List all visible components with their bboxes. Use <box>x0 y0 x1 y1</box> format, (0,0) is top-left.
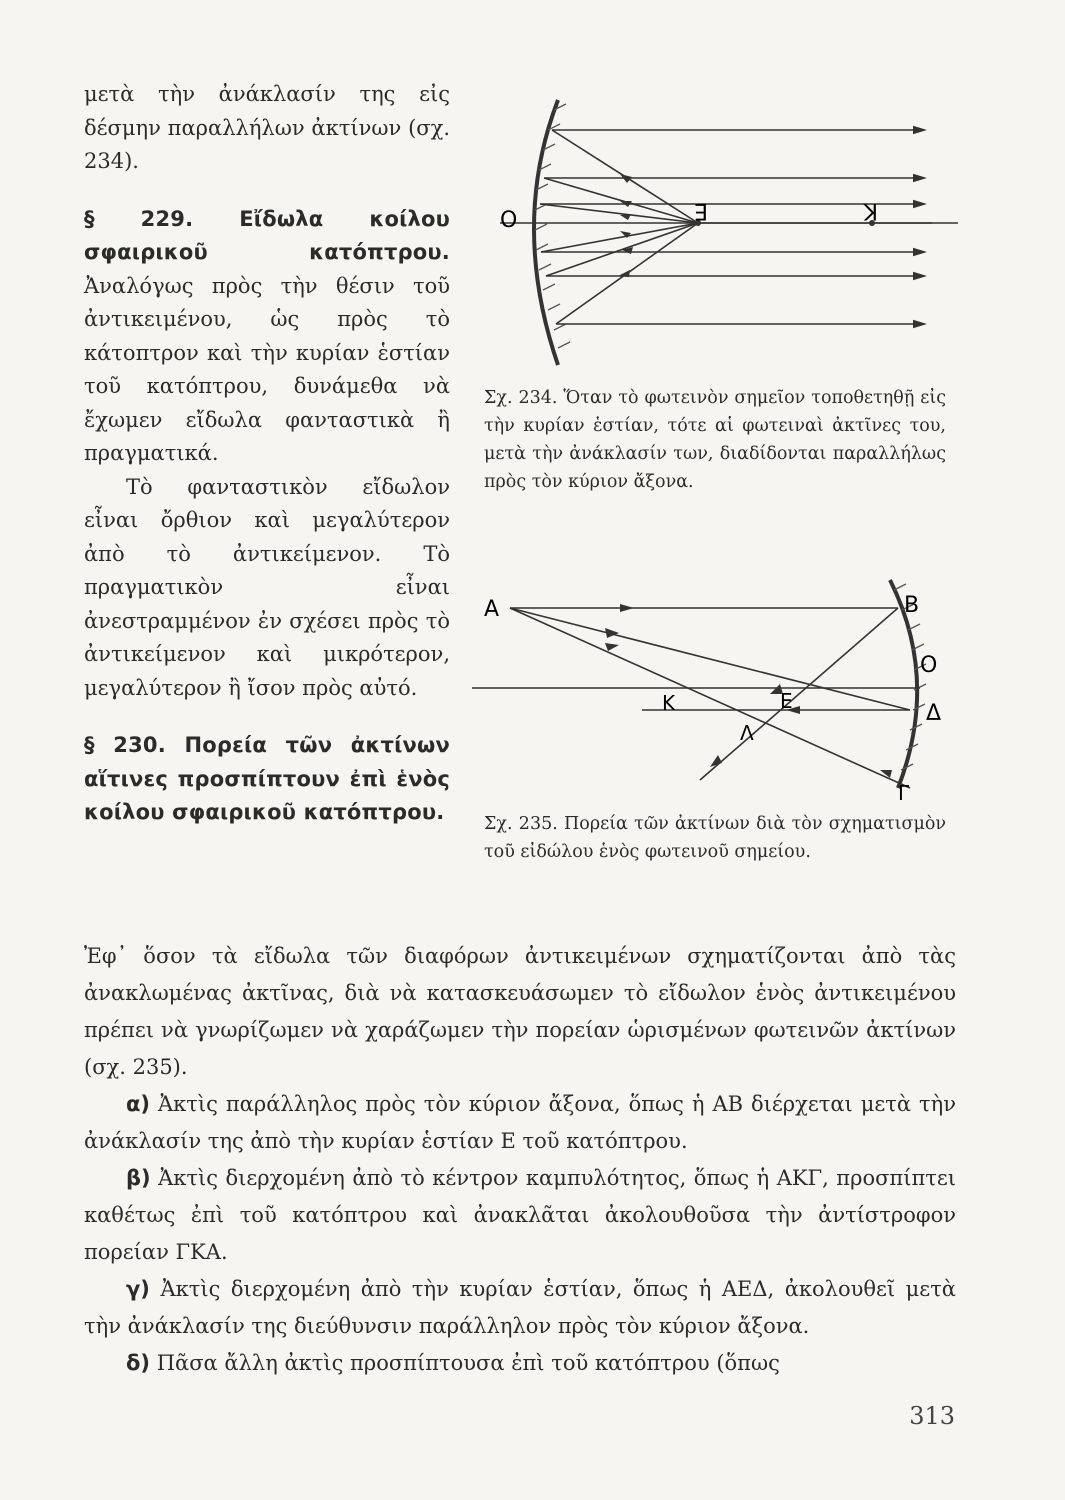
item-b-text: Ἀκτὶς διερχομένη ἀπὸ τὸ κέντρον καμπυλότητος, ὅπως ἡ ΑΚΓ, προσπίπτει καθέτως ἐπὶ τοῦ κατόπτρου καὶ ἀνακλᾶται ἀκολουθοῦσα τὴν ἀντίστροφον πορείαν ΓΚΑ. <box>84 1166 956 1264</box>
incident-arrowheads <box>618 174 633 277</box>
fig235-label-B: B <box>904 593 920 618</box>
section-229 <box>84 203 450 471</box>
fig235-label-O: O <box>920 653 938 678</box>
concave-mirror <box>534 100 558 365</box>
fig235-label-K: K <box>662 691 676 715</box>
section-230-heading: § 230. Πορεία τῶν ἀκτίνων αἵτινες προσπίπτουν ἐπὶ ἑνὸς κοίλου σφαιρικοῦ κατόπτρου. <box>84 733 450 824</box>
figure-235 <box>470 560 960 810</box>
fig234-label-E: E <box>694 198 708 223</box>
item-c <box>84 1271 956 1345</box>
item-c-text: Ἀκτὶς διερχομένη ἀπὸ τὴν κυρίαν ἑστίαν, ὅπως ἡ ΑΕΔ, ἀκολουθεῖ μετὰ τὴν ἀνάκλασίν της διεύθυνσιν παράλληλον πρὸς τὸν κύριον ἄξονα. <box>84 1277 956 1338</box>
item-b-label: β) <box>126 1166 151 1190</box>
left-column <box>84 78 450 830</box>
section-230-text: Ἐφ᾽ ὅσον τὰ εἴδωλα τῶν διαφόρων ἀντικειμένων σχηματίζονται ἀπὸ τὰς ἀνακλωμένας ἀκτῖνας, διὰ νὰ κατασκευάσωμεν τὸ εἴδωλον ἑνὸς ἀντικειμένου πρέπει νὰ γνωρίζωμεν νὰ χαράζωμεν τὴν πορείαν ὡρισμένων φωτεινῶν ἀκτίνων (σχ. 235). <box>84 944 956 1079</box>
fig234-label-K: K <box>863 198 878 223</box>
item-d-text: Πᾶσα ἄλλη ἀκτὶς προσπίπτουσα ἐπὶ τοῦ κατόπτρου (ὅπως <box>156 1351 780 1375</box>
figure-234 <box>470 90 970 380</box>
body-text <box>84 938 956 1382</box>
item-a-text: Ἀκτὶς παράλληλος πρὸς τὸν κύριον ἄξονα, ὅπως ἡ ΑΒ διέρχεται μετὰ τὴν ἀνάκλασίν της ἀπὸ τὴν κυρίαν ἑστίαν Ε τοῦ κατόπτρου. <box>84 1092 956 1153</box>
item-a <box>84 1086 956 1160</box>
fig235-label-L: Λ <box>740 721 754 745</box>
figure-234-caption-text: Σχ. 234. Ὅταν τὸ φωτεινὸν σημεῖον τοποθετηθῇ εἰς τὴν κυρίαν ἑστίαν, τότε αἱ φωτειναὶ ἀκτῖνες του, μετὰ τὴν ἀνάκλασίν των, διαδίδονται παραλλήλως πρὸς τὸν κύριον ἄξονα. <box>484 388 946 492</box>
figure-235-caption <box>484 810 946 866</box>
item-b <box>84 1160 956 1271</box>
section-229-heading: § 229. Εἴδωλα κοίλου σφαιρικοῦ κατόπτρου. <box>84 206 450 264</box>
fig234-label-O: O <box>500 208 518 233</box>
mirror-hatching <box>535 104 570 348</box>
incident-rays <box>540 130 698 324</box>
fig235-label-A: A <box>484 597 500 622</box>
fig235-label-G: Γ <box>898 781 910 805</box>
intro-paragraph: μετὰ τὴν ἀνάκλασίν της εἰς δέσμην παραλλήλων ἀκτίνων (σχ. 234). <box>84 82 450 173</box>
figure-234-caption <box>484 384 946 496</box>
fig235-label-D: Δ <box>926 701 942 726</box>
item-d <box>84 1345 956 1382</box>
item-d-label: δ) <box>126 1351 151 1375</box>
item-c-label: γ) <box>126 1277 150 1301</box>
section-229-text-2: Τὸ φανταστικὸν εἴδωλον εἶναι ὄρθιον καὶ μεγαλύτερον ἀπὸ τὸ ἀντικείμενον. Τὸ πραγματικὸν εἶναι ἀνεστραμμένον ἐν σχέσει πρὸς τὸ ἀντικείμενον καὶ μικρότερον, μεγαλύτερον ἢ ἴσον πρὸς αὐτό. <box>84 474 450 700</box>
page-number: 313 <box>909 1402 955 1430</box>
figure-235-caption-text: Σχ. 235. Πορεία τῶν ἀκτίνων διὰ τὸν σχηματισμὸν τοῦ εἰδώλου ἑνὸς φωτεινοῦ σημείου. <box>484 814 946 862</box>
section-229-text: Ἀναλόγως πρὸς τὴν θέσιν τοῦ ἀντικειμένου, ὡς πρὸς τὸ κάτοπτρον καὶ τὴν κυρίαν ἑστίαν τοῦ κατόπτρου, δυνάμεθα νὰ ἔχωμεν εἴδωλα φανταστικὰ ἢ πραγματικά. <box>84 273 450 465</box>
item-a-label: α) <box>126 1092 151 1116</box>
fig235-label-E: E <box>780 689 793 713</box>
